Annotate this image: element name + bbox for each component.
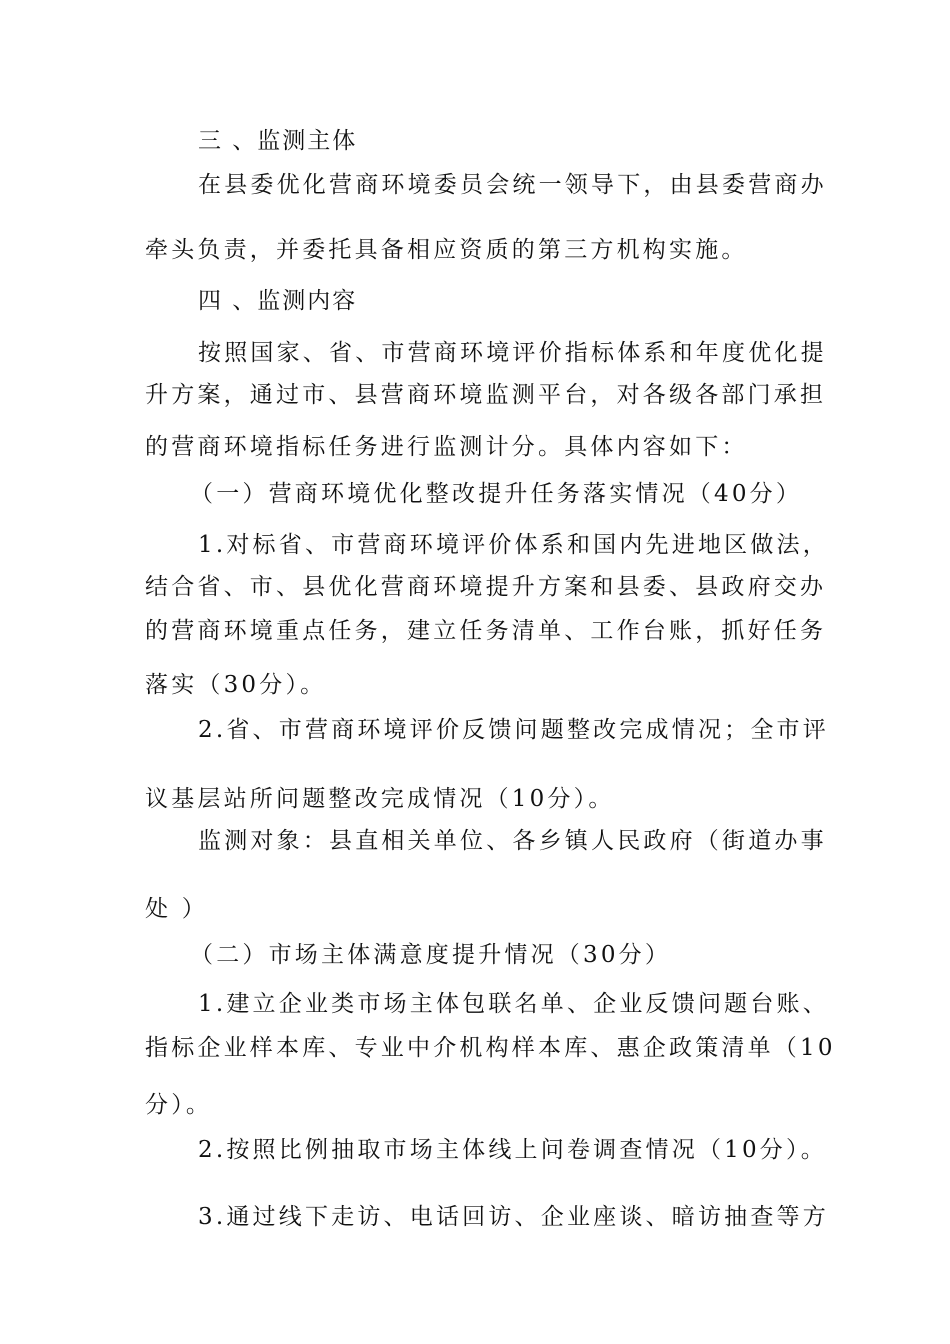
section-heading-monitoring-content: 四 、监测内容	[198, 288, 358, 314]
paragraph-line: 按照国家、省、市营商环境评价指标体系和年度优化提	[198, 340, 827, 366]
paragraph-line: 牵头负责，并委托具备相应资质的第三方机构实施。	[145, 237, 748, 263]
paragraph-line: 的营商环境重点任务，建立任务清单、工作台账，抓好任务	[145, 618, 827, 644]
paragraph-line: 落实（30分）。	[145, 672, 327, 698]
section-heading-monitoring-subject: 三 、监测主体	[198, 128, 358, 154]
list-item-line: 2.省、市营商环境评价反馈问题整改完成情况；全市评	[198, 717, 829, 743]
paragraph-line: 分）。	[145, 1092, 213, 1118]
paragraph-line: 的营商环境指标任务进行监测计分。具体内容如下：	[145, 434, 748, 460]
subsection-heading-task-implementation: （一）营商环境优化整改提升任务落实情况（40分）	[190, 481, 803, 507]
list-item-line: 1.建立企业类市场主体包联名单、企业反馈问题台账、	[198, 991, 829, 1017]
paragraph-line: 议基层站所问题整改完成情况（10分）。	[145, 786, 615, 812]
list-item-line: 3.通过线下走访、电话回访、企业座谈、暗访抽查等方	[198, 1204, 829, 1230]
paragraph-line: 结合省、市、县优化营商环境提升方案和县委、县政府交办	[145, 574, 827, 600]
subsection-heading-market-satisfaction: （二）市场主体满意度提升情况（30分）	[190, 942, 672, 968]
paragraph-line: 指标企业样本库、专业中介机构样本库、惠企政策清单（10	[145, 1035, 836, 1061]
list-item-line: 1.对标省、市营商环境评价体系和国内先进地区做法，	[198, 532, 829, 558]
monitoring-target-line: 监测对象：县直相关单位、各乡镇人民政府（街道办事	[198, 828, 827, 854]
paragraph-line: 升方案，通过市、县营商环境监测平台，对各级各部门承担	[145, 382, 827, 408]
list-item-line: 2.按照比例抽取市场主体线上问卷调查情况（10分）。	[198, 1137, 827, 1163]
paragraph-line: 在县委优化营商环境委员会统一领导下，由县委营商办	[198, 172, 827, 198]
paragraph-line: 处 ）	[145, 896, 208, 922]
